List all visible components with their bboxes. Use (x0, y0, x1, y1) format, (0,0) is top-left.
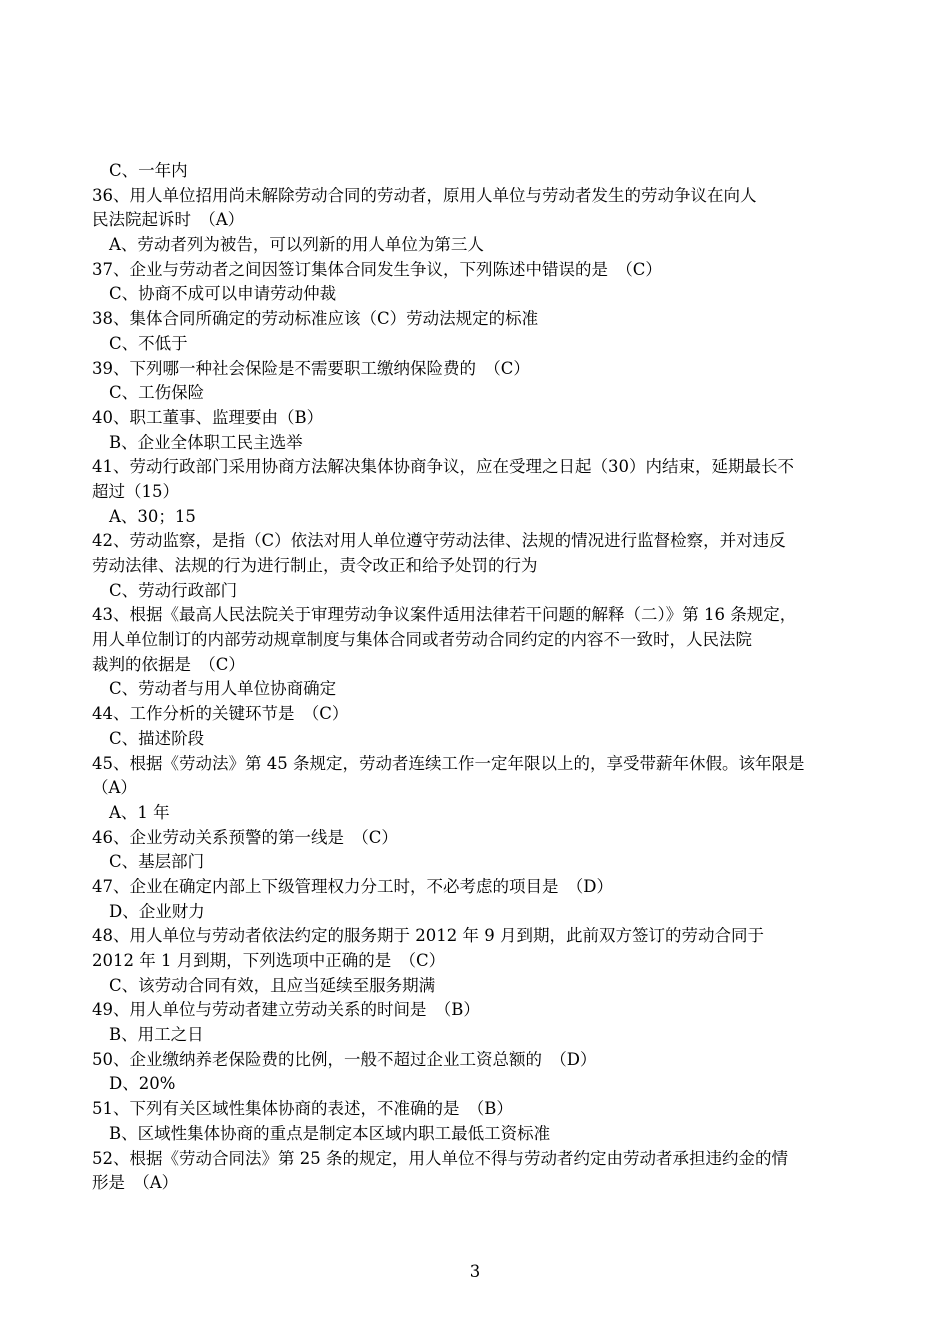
question-line: 形是 （A） (92, 1173, 179, 1193)
question-line: 48、用人单位与劳动者依法约定的服务期于 2012 年 9 月到期，此前双方签订的劳动合同于 (92, 926, 764, 946)
question-line: 52、根据《劳动合同法》第 25 条的规定，用人单位不得与劳动者约定由劳动者承担违约金的情 (92, 1148, 788, 1168)
question-line: 43、根据《最高人民法院关于审理劳动争议案件适用法律若干问题的解释（二）》第 16 条规定， (92, 605, 797, 625)
question-line: 44、工作分析的关键环节是 （C） (92, 704, 349, 724)
question-line: 超过（15） (92, 481, 179, 501)
question-line: 裁判的依据是 （C） (92, 654, 245, 674)
answer-line: C、不低于 (109, 333, 188, 353)
answer-line: A、劳动者列为被告，可以列新的用人单位为第三人 (109, 235, 484, 255)
answer-line: C、劳动行政部门 (109, 580, 238, 600)
answer-line: C、描述阶段 (109, 728, 205, 748)
answer-line: B、区域性集体协商的重点是制定本区域内职工最低工资标准 (109, 1123, 551, 1143)
question-line: 45、根据《劳动法》第 45 条规定，劳动者连续工作一定年限以上的，享受带薪年休假。该年限是 (92, 753, 805, 773)
question-line: 39、下列哪一种社会保险是不需要职工缴纳保险费的 （C） (92, 358, 530, 378)
question-line: 37、企业与劳动者之间因签订集体合同发生争议，下列陈述中错误的是 （C） (92, 259, 662, 279)
question-line: 47、企业在确定内部上下级管理权力分工时，不必考虑的项目是 （D） (92, 876, 613, 896)
question-line: 用人单位制订的内部劳动规章制度与集体合同或者劳动合同约定的内容不一致时，人民法院 (92, 630, 752, 650)
answer-line: C、协商不成可以申请劳动仲裁 (109, 284, 337, 304)
answer-line: B、企业全体职工民主选举 (109, 432, 303, 452)
document-body (92, 159, 862, 1196)
question-line: 50、企业缴纳养老保险费的比例，一般不超过企业工资总额的 （D） (92, 1049, 597, 1069)
answer-line: A、1 年 (109, 802, 170, 822)
question-line: 38、集体合同所确定的劳动标准应该（C）劳动法规定的标准 (92, 309, 539, 329)
question-line: 49、用人单位与劳动者建立劳动关系的时间是 （B） (92, 1000, 480, 1020)
question-line: 46、企业劳动关系预警的第一线是 （C） (92, 827, 398, 847)
question-line: 42、劳动监察，是指（C）依法对用人单位遵守劳动法律、法规的情况进行监督检察，并对违反 (92, 531, 786, 551)
question-line: 民法院起诉时 （A） (92, 210, 245, 230)
answer-line: C、基层部门 (109, 852, 205, 872)
question-line: （A） (92, 778, 137, 798)
answer-line: C、该劳动合同有效，且应当延续至服务期满 (109, 975, 436, 995)
answer-line: A、30；15 (109, 506, 196, 526)
answer-line: C、劳动者与用人单位协商确定 (109, 679, 337, 699)
answer-line: C、工伤保险 (109, 383, 205, 403)
answer-line: B、用工之日 (109, 1025, 204, 1045)
answer-line: D、企业财力 (109, 901, 205, 921)
page-number: 3 (469, 1262, 481, 1281)
question-line: 2012 年 1 月到期，下列选项中正确的是 （C） (92, 951, 446, 970)
question-line: 36、用人单位招用尚未解除劳动合同的劳动者，原用人单位与劳动者发生的劳动争议在向人 (92, 185, 757, 205)
answer-line: D、20% (109, 1074, 176, 1094)
question-line: 41、劳动行政部门采用协商方法解决集体协商争议，应在受理之日起（30）内结束，延期最长不 (92, 457, 794, 477)
question-line: 51、下列有关区域性集体协商的表述，不准确的是 （B） (92, 1099, 513, 1119)
question-line: 劳动法律、法规的行为进行制止，责令改正和给予处罚的行为 (92, 556, 538, 575)
question-line: 40、职工董事、监理要由（B） (92, 407, 324, 427)
answer-line: C、一年内 (109, 161, 188, 180)
